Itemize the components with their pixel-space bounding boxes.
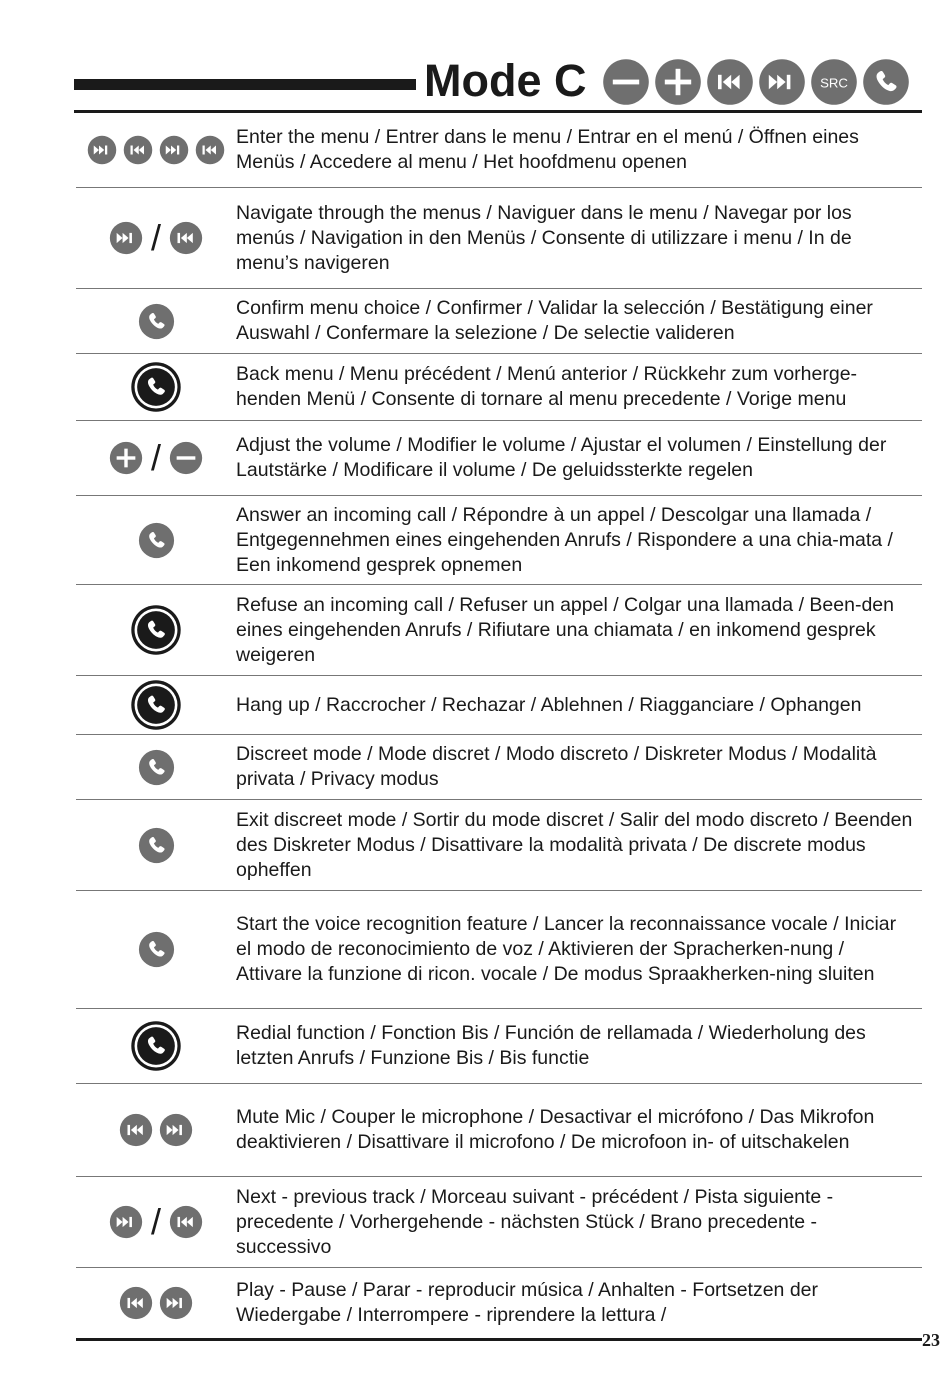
- key-combination: [76, 585, 236, 675]
- function-description: [236, 1268, 922, 1338]
- header-icon-strip: [602, 58, 910, 106]
- key-combination: [76, 421, 236, 495]
- function-table: [76, 113, 922, 1341]
- table-row: [76, 289, 922, 354]
- function-description: [236, 421, 922, 495]
- phone-hold-icon: [130, 604, 182, 656]
- next-icon: [109, 1205, 143, 1239]
- next-icon: [758, 58, 806, 106]
- description-text: Mute Mic / Couper le microphone / Desactivar el micrófono / Das Mikrofon deaktivieren / Disattivare il microfono / De microfoon in- of uitschakelen: [236, 1106, 875, 1153]
- key-combination: [76, 1009, 236, 1083]
- table-row: [76, 735, 922, 800]
- previous-icon: [119, 1286, 153, 1320]
- key-combination: [76, 676, 236, 734]
- description-text: Confirm menu choice / Confirmer / Validar la selección / Bestätigung einer Auswahl / Confermare la selezione / De selectie valideren: [236, 297, 873, 344]
- description-text: Exit discreet mode / Sortir du mode discret / Salir del modo discreto / Beenden des Diskreter Modus / Disattivare la modalità privata / De discrete modus opheffen: [236, 808, 913, 881]
- phone-hold-icon: [130, 1020, 182, 1072]
- function-description: [236, 289, 922, 353]
- phone-icon: [138, 522, 175, 559]
- src-icon: [810, 58, 858, 106]
- phone-icon: [138, 749, 175, 786]
- table-row: [76, 676, 922, 735]
- function-description: [236, 113, 922, 187]
- description-text: Answer an incoming call / Répondre à un appel / Descolgar una llamada / Entgegennehmen eines eingehenden Anrufs / Rispondere a una chia-mata / Een inkomend gesprek opnemen: [236, 503, 893, 576]
- function-description: [236, 354, 922, 420]
- description-text: Next - previous track / Morceau suivant - précédent / Pista siguiente - precedente / Vorhergehende - nächsten Stück / Brano precedente - successivo: [236, 1185, 834, 1258]
- table-row: [76, 891, 922, 1009]
- description-text: Start the voice recognition feature / Lancer la reconnaissance vocale / Iniciar el modo de reconocimiento de voz / Aktivieren der Spracherken-nung / Attivare la funzione di ricon. vocale / De modus Spraakherken-ning sluiten: [236, 913, 897, 985]
- next-icon: [159, 1286, 193, 1320]
- function-description: [236, 735, 922, 799]
- function-description: [236, 891, 922, 1008]
- header-bar: [74, 79, 416, 90]
- or-separator: /: [150, 1201, 161, 1242]
- key-combination: [76, 496, 236, 584]
- key-combination: [76, 1268, 236, 1338]
- description-text: Adjust the volume / Modifier le volume / Ajustar el volumen / Einstellung der Lautstärke / Modificare il volume / De geluidssterkte regelen: [236, 434, 887, 481]
- description-text: Hang up / Raccrocher / Rechazar / Ablehnen / Riagganciare / Ophangen: [236, 693, 862, 716]
- key-combination: [76, 1084, 236, 1176]
- previous-icon: [169, 1205, 203, 1239]
- function-description: [236, 676, 922, 734]
- page-number: 23: [922, 1330, 940, 1350]
- key-combination: [76, 113, 236, 187]
- function-description: [236, 496, 922, 584]
- previous-icon: [123, 135, 153, 165]
- next-icon: [87, 135, 117, 165]
- key-combination: [76, 354, 236, 420]
- key-combination: [76, 1177, 236, 1267]
- previous-icon: [706, 58, 754, 106]
- table-row: [76, 1009, 922, 1084]
- table-row: [76, 421, 922, 496]
- function-description: [236, 1177, 922, 1267]
- description-text: Navigate through the menus / Naviguer dans le menu / Navegar por los menús / Navigation in den Menüs / Consente di utilizzare i menu / In de menu’s navigeren: [236, 201, 852, 274]
- minus-icon: [169, 441, 203, 475]
- description-text: Redial function / Fonction Bis / Función de rellamada / Wiederholung des letzten Anrufs / Funzione Bis / Bis functie: [236, 1022, 866, 1069]
- phone-icon: [138, 303, 175, 340]
- function-description: [236, 585, 922, 675]
- or-separator: /: [150, 437, 161, 478]
- table-row: [76, 585, 922, 676]
- key-combination: [76, 289, 236, 353]
- description-text: Refuse an incoming call / Refuser un appel / Colgar una llamada / Been-den eines eingehenden Anrufs / Rifiutare una chiamata / en inkomend gesprek weigeren: [236, 593, 894, 666]
- phone-hold-icon: [130, 361, 182, 413]
- table-row: [76, 496, 922, 585]
- previous-icon: [195, 135, 225, 165]
- table-row: [76, 113, 922, 188]
- svg-text:SRC: SRC: [820, 75, 848, 91]
- description-text: Back menu / Menu précédent / Menú anterior / Rückkehr zum vorherge-henden Menü / Consente di tornare al menu precedente / Vorige menu: [236, 363, 858, 410]
- description-text: Discreet mode / Mode discret / Modo discreto / Diskreter Modus / Modalità privata / Privacy modus: [236, 743, 877, 790]
- key-combination: [76, 188, 236, 288]
- next-icon: [159, 135, 189, 165]
- table-row: [76, 188, 922, 289]
- or-separator: /: [150, 217, 161, 258]
- function-description: [236, 188, 922, 288]
- function-description: [236, 1009, 922, 1083]
- previous-icon: [119, 1113, 153, 1147]
- function-description: [236, 1084, 922, 1176]
- function-description: [236, 800, 922, 890]
- plus-icon: [654, 58, 702, 106]
- next-icon: [159, 1113, 193, 1147]
- key-combination: [76, 735, 236, 799]
- phone-icon: [138, 931, 175, 968]
- page-title: Mode C: [424, 55, 587, 106]
- page-header: [0, 0, 950, 115]
- phone-hold-icon: [130, 679, 182, 731]
- minus-icon: [602, 58, 650, 106]
- description-text: Play - Pause / Parar - reproducir música / Anhalten - Fortsetzen der Wiedergabe / Interrompere - riprendere la lettura /: [236, 1279, 819, 1326]
- plus-icon: [109, 441, 143, 475]
- table-row: [76, 1268, 922, 1341]
- table-row: [76, 1084, 922, 1177]
- description-text: Enter the menu / Entrer dans le menu / Entrar en el menú / Öffnen eines Menüs / Accedere al menu / Het hoofdmenu openen: [236, 126, 859, 173]
- previous-icon: [169, 221, 203, 255]
- key-combination: [76, 800, 236, 890]
- table-row: [76, 354, 922, 421]
- next-icon: [109, 221, 143, 255]
- phone-icon: [138, 827, 175, 864]
- table-row: [76, 1177, 922, 1268]
- key-combination: [76, 891, 236, 1008]
- table-row: [76, 800, 922, 891]
- phone-icon: [862, 58, 910, 106]
